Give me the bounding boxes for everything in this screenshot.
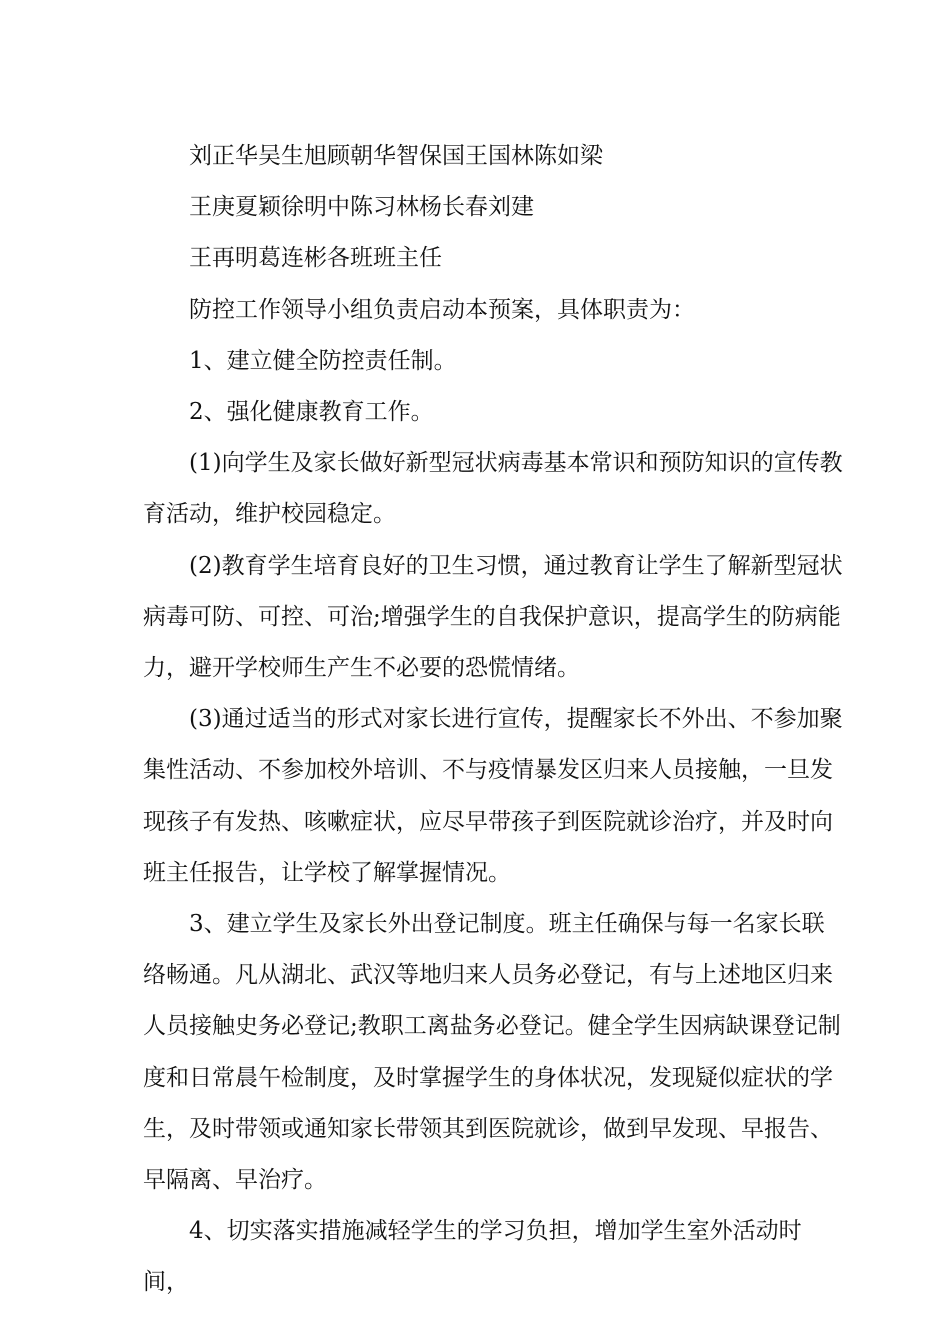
item-1-heading: 1、建立健全防控责任制。 [189,347,457,374]
subitem-2-2: (2)教育学生培育良好的卫生习惯，通过教育让学生了解新型冠状病毒可防、可控、可治;增强学生的自我保护意识，提高学生的防病能力，避开学校师生产生不必要的恐慌情绪。 [143,552,843,682]
subitem-2-3: (3)通过适当的形式对家长进行宣传，提醒家长不外出、不参加聚集性活动、不参加校外培训、不与疫情暴发区归来人员接触，一旦发现孩子有发热、咳嗽症状，应尽早带孩子到医院就诊治疗，并及时向班主任报告，让学校了解掌握情况。 [143,706,843,886]
member-list-line-3: 王再明葛连彬各班班主任 [189,245,442,272]
responsibility-intro: 防控工作领导小组负责启动本预案，具体职责为： [189,296,695,323]
item-2-heading: 2、强化健康教育工作。 [189,399,434,426]
subitem-2-1: (1)向学生及家长做好新型冠状病毒基本常识和预防知识的宣传教育活动，维护校园稳定。 [143,450,843,528]
document-body [143,131,843,1309]
item-3-paragraph: 3、建立学生及家长外出登记制度。班主任确保与每一名家长联络畅通。凡从湖北、武汉等地归来人员务必登记，有与上述地区归来人员接触史务必登记;教职工离盐务必登记。健全学生因病缺课登记制度和日常晨午检制度，及时掌握学生的身体状况，发现疑似症状的学生，及时带领或通知家长带领其到医院就诊，做到早发现、早报告、早隔离、早治疗。 [143,911,841,1194]
member-list-line-2: 王庚夏颖徐明中陈习林杨长春刘建 [189,194,534,221]
member-list-line-1: 刘正华吴生旭顾朝华智保国王国林陈如梁 [189,143,603,169]
item-4-paragraph: 4、切实落实措施减轻学生的学习负担，增加学生室外活动时间， [143,1218,802,1296]
